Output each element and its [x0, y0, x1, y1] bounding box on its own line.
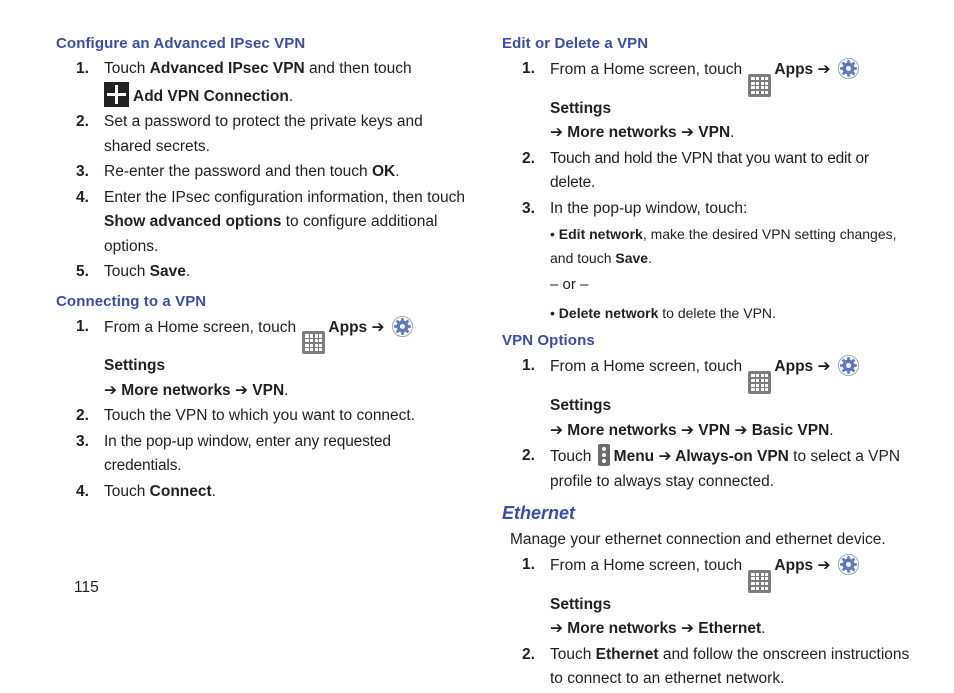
- step-number: 5.: [76, 263, 89, 280]
- step-text: Touch Advanced IPsec VPN and then touch Add VPN Connection.: [104, 60, 412, 105]
- section-heading-edit-delete-vpn: Edit or Delete a VPN: [502, 35, 649, 52]
- step-number: 2.: [522, 645, 535, 663]
- list-item: [502, 553, 914, 642]
- step-text: Re-enter the password and then touch OK.: [104, 163, 400, 180]
- step-text: In the pop-up window, enter any requested credentials.: [104, 432, 391, 475]
- list-item: [56, 430, 468, 479]
- step-text: From a Home screen, touch Apps ➔ Settings ➔ More networks ➔ VPN.: [104, 315, 468, 404]
- step-number: 1.: [76, 317, 89, 335]
- step-text: Touch Save.: [104, 263, 191, 280]
- step-text: Touch the VPN to which you want to connect.: [104, 407, 416, 425]
- step-text: Set a password to protect the private keys and shared secrets.: [104, 113, 423, 155]
- list-item: [56, 186, 468, 260]
- step-number: 2.: [522, 447, 535, 465]
- list-item: [502, 57, 914, 146]
- step-number: 1.: [522, 555, 535, 573]
- settings-gear-icon: [391, 315, 414, 338]
- step-number: 1.: [76, 60, 89, 77]
- step-text: Touch and hold the VPN that you want to edit or delete.: [550, 149, 869, 192]
- step-number: 2.: [522, 149, 535, 167]
- ethernet-intro: Manage your ethernet connection and ethernet device.: [510, 531, 886, 549]
- settings-gear-icon: [837, 553, 860, 576]
- step-number: 4.: [76, 188, 89, 206]
- left-column: [56, 34, 468, 505]
- step-text: From a Home screen, touch Apps ➔ Settings ➔ More networks ➔ VPN ➔ Basic VPN.: [550, 354, 914, 443]
- step-number: 1.: [522, 60, 535, 77]
- apps-icon: [748, 570, 771, 593]
- list-item: [56, 315, 468, 404]
- step-text: Touch Connect.: [104, 482, 216, 500]
- list-item: [502, 444, 914, 494]
- step-text: Touch Menu ➔ Always-on VPN to select a VPN profile to always stay connected.: [550, 444, 914, 494]
- step-number: 2.: [76, 407, 89, 425]
- apps-icon: [748, 74, 771, 97]
- section-heading-vpn-options: VPN Options: [502, 332, 595, 350]
- list-item: [56, 260, 468, 285]
- list-item: [502, 197, 914, 222]
- step-number: 3.: [522, 199, 535, 217]
- step-number: 3.: [76, 432, 89, 450]
- section-heading-configure-ipsec: Configure an Advanced IPsec VPN: [56, 35, 306, 52]
- plus-icon: [104, 82, 129, 107]
- list-item: [56, 480, 468, 505]
- step-number: 4.: [76, 482, 89, 500]
- section-heading-ethernet: Ethernet: [502, 503, 576, 524]
- list-item: [56, 160, 468, 185]
- list-item: [502, 354, 914, 443]
- page-number: 115: [74, 579, 99, 596]
- step-number: 2.: [76, 113, 89, 130]
- list-item: [502, 147, 914, 196]
- step-number: 1.: [522, 357, 535, 375]
- step-text: Enter the IPsec configuration information, then touch Show advanced options to configure additional options.: [104, 188, 466, 255]
- step-text: In the pop-up window, touch:: [550, 199, 748, 217]
- list-item: [56, 110, 468, 159]
- settings-gear-icon: [837, 57, 860, 80]
- bullet-delete-network: • Delete network to delete the VPN.: [550, 305, 776, 322]
- step-text: Touch Ethernet and follow the onscreen instructions to connect to an ethernet network.: [550, 645, 910, 688]
- step-text: From a Home screen, touch Apps ➔ Settings ➔ More networks ➔ VPN.: [550, 57, 914, 146]
- settings-gear-icon: [837, 354, 860, 377]
- apps-icon: [748, 371, 771, 394]
- step-number: 3.: [76, 163, 89, 180]
- or-separator: – or –: [550, 276, 589, 294]
- step-text: From a Home screen, touch Apps ➔ Settings ➔ More networks ➔ Ethernet.: [550, 553, 914, 642]
- list-item: [502, 643, 914, 692]
- menu-icon: [598, 444, 610, 466]
- section-heading-connecting-vpn: Connecting to a VPN: [56, 292, 207, 310]
- bullet-edit-network: • Edit network, make the desired VPN setting changes, and touch Save.: [550, 226, 897, 267]
- list-item: [56, 57, 468, 109]
- list-item: [56, 404, 468, 429]
- apps-icon: [302, 331, 325, 354]
- right-column: [502, 34, 914, 693]
